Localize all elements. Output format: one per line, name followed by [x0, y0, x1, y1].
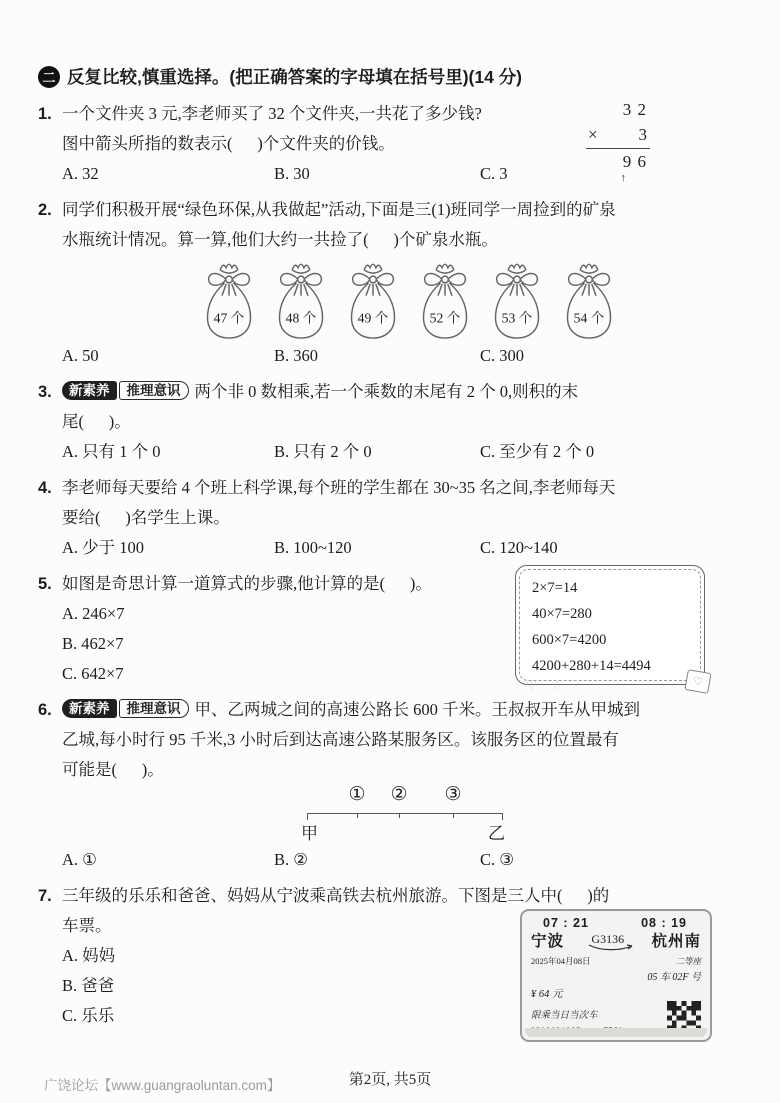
step-3: 600×7=4200	[532, 632, 607, 648]
bag-figure	[268, 257, 334, 341]
vertical-multiplication-figure	[586, 97, 650, 183]
bag-figure	[196, 257, 262, 341]
diagram-label-left: 甲	[301, 824, 318, 843]
ticket-date-row	[531, 955, 701, 967]
options-row	[62, 533, 744, 563]
question-text: 李老师每天要给 4 个班上科学课,每个班的学生都在 30~35 名之间,李老师每天	[62, 478, 616, 497]
diagram-tick	[453, 813, 454, 818]
diagram-point-3: ③	[444, 784, 462, 805]
question-6	[38, 695, 744, 875]
arrive-station: 杭州南	[651, 933, 701, 950]
multiply-sign: ×	[588, 125, 598, 144]
seat-class: 二等座	[675, 956, 701, 966]
bag-count: 54 个	[573, 310, 605, 326]
depart-station: 宁波	[531, 933, 565, 950]
multiplicand: 3 2	[622, 100, 647, 119]
question-text: 车票。	[62, 916, 112, 935]
options-row	[62, 437, 744, 467]
ticket-date: 2025年04月08日	[531, 956, 591, 966]
question-3	[38, 377, 744, 467]
multiplier-row	[586, 122, 650, 149]
badge-reasoning: 推理意识	[119, 381, 189, 400]
arrive-time: 08 : 19	[641, 916, 687, 930]
question-number: 3.	[38, 383, 52, 401]
section-title: 反复比较,慎重选择。(把正确答案的字母填在括号里)(14 分)	[67, 67, 522, 87]
question-text: 尾( )。	[62, 412, 131, 431]
option-b: B. 30	[274, 164, 310, 183]
multiplier: 3	[638, 125, 647, 144]
option-a: A. 妈妈	[62, 946, 116, 965]
question-text: 同学们积极开展“绿色环保,从我做起”活动,下面是三(1)班同学一周捡到的矿泉	[62, 200, 616, 219]
question-number: 4.	[38, 479, 52, 497]
badge-reasoning: 推理意识	[119, 699, 189, 718]
product: 9 6	[622, 152, 647, 171]
option-c: C. 120~140	[480, 538, 558, 557]
question-number: 7.	[38, 887, 52, 905]
option-a: A. ①	[62, 850, 97, 869]
ticket-stations	[531, 929, 701, 951]
bag-count: 49 个	[357, 310, 389, 326]
question-text: 水瓶统计情况。算一算,他们大约一共捡了( )个矿泉水瓶。	[62, 230, 498, 249]
question-text: 两个非 0 数相乘,若一个乘数的末尾有 2 个 0,则积的末	[194, 382, 579, 401]
diagram-label-right: 乙	[488, 824, 505, 843]
bag-figure	[340, 257, 406, 341]
badge-new-literacy: 新素养	[62, 381, 117, 400]
option-a: A. 只有 1 个 0	[62, 442, 161, 461]
question-text: 要给( )名学生上课。	[62, 508, 230, 527]
depart-time: 07 : 21	[543, 916, 589, 930]
question-5	[38, 569, 744, 692]
badge-new-literacy: 新素养	[62, 699, 117, 718]
step-2: 40×7=280	[532, 606, 592, 622]
question-1	[38, 99, 744, 189]
question-number: 2.	[38, 201, 52, 219]
diagram-point-1: ①	[348, 784, 366, 805]
bag-count: 52 个	[429, 310, 461, 326]
arrow-up-icon: ↑	[620, 172, 626, 184]
option-b: B. 爸爸	[62, 976, 115, 995]
train-number-text: G3136	[591, 932, 625, 946]
envelope-heart-icon: ♡	[684, 669, 711, 694]
bottle-bags-figure	[196, 257, 744, 341]
step-1: 2×7=14	[532, 580, 578, 596]
ticket-times	[531, 916, 701, 930]
options-row	[62, 845, 744, 875]
bag-figure	[412, 257, 478, 341]
option-c: C. 3	[480, 164, 508, 183]
option-a: A. 50	[62, 346, 99, 365]
option-c: C. 300	[480, 346, 525, 365]
option-a: A. 32	[62, 164, 99, 183]
diagram-line	[307, 813, 503, 814]
train-number	[591, 932, 624, 947]
bag-count: 48 个	[285, 310, 317, 326]
seat-number: 05 车 02F 号	[647, 972, 701, 983]
diagram-point-2: ②	[390, 784, 408, 805]
question-text: 可能是( )。	[62, 760, 164, 779]
option-a: A. 246×7	[62, 604, 125, 623]
option-b: B. 360	[274, 346, 319, 365]
question-7	[38, 881, 744, 1031]
footer-watermark: 广饶论坛【www.guangraoluntan.com】	[44, 1078, 281, 1093]
question-4	[38, 473, 744, 563]
train-arrow-icon	[588, 943, 636, 952]
option-c: C. 642×7	[62, 664, 124, 683]
bag-count: 47 个	[213, 310, 245, 326]
diagram-tick	[357, 813, 358, 818]
option-a: A. 少于 100	[62, 538, 145, 557]
option-c: C. 至少有 2 个 0	[480, 442, 595, 461]
calculation-steps-box	[515, 565, 705, 692]
section-header	[38, 64, 744, 89]
ticket-note: 限乘当日当次车	[531, 1011, 598, 1021]
option-c: C. ③	[480, 850, 515, 869]
question-2	[38, 195, 744, 371]
question-text: 三年级的乐乐和爸爸、妈妈从宁波乘高铁去杭州旅游。下图是三人中( )的	[62, 886, 610, 905]
question-number: 1.	[38, 105, 52, 123]
question-number: 6.	[38, 701, 52, 719]
ticket-price: ¥ 64 元	[531, 989, 563, 1000]
option-b: B. 100~120	[274, 538, 352, 557]
question-text: 图中箭头所指的数表示( )个文件夹的价钱。	[62, 134, 395, 153]
train-ticket	[520, 909, 712, 1042]
highway-diagram	[301, 784, 527, 845]
bag-count: 53 个	[501, 310, 533, 326]
diagram-tick	[399, 813, 400, 818]
question-text: 一个文件夹 3 元,李老师买了 32 个文件夹,一共花了多少钱?	[62, 104, 482, 123]
option-c: C. 乐乐	[62, 1006, 115, 1025]
ticket-bottom-strip	[525, 1028, 707, 1037]
question-text: 如图是奇思计算一道算式的步骤,他计算的是( )。	[62, 574, 432, 593]
question-number: 5.	[38, 575, 52, 593]
option-b: B. ②	[274, 850, 309, 869]
option-b: B. 只有 2 个 0	[274, 442, 372, 461]
doodle-hearts: ♡ ♡	[526, 678, 569, 692]
section-number-icon: 二	[38, 66, 60, 88]
question-text: 乙城,每小时行 95 千米,3 小时后到达高速公路某服务区。该服务区的位置最有	[62, 730, 619, 749]
option-b: B. 462×7	[62, 634, 124, 653]
bag-figure	[484, 257, 550, 341]
options-row	[62, 341, 744, 371]
question-text: 甲、乙两城之间的高速公路长 600 千米。王叔叔开车从甲城到	[194, 700, 640, 719]
bag-figure	[556, 257, 622, 341]
steps-inner-border	[519, 569, 701, 681]
footer-page-number: 第2页, 共5页	[348, 1072, 432, 1088]
step-4: 4200+280+14=4494	[532, 658, 651, 674]
